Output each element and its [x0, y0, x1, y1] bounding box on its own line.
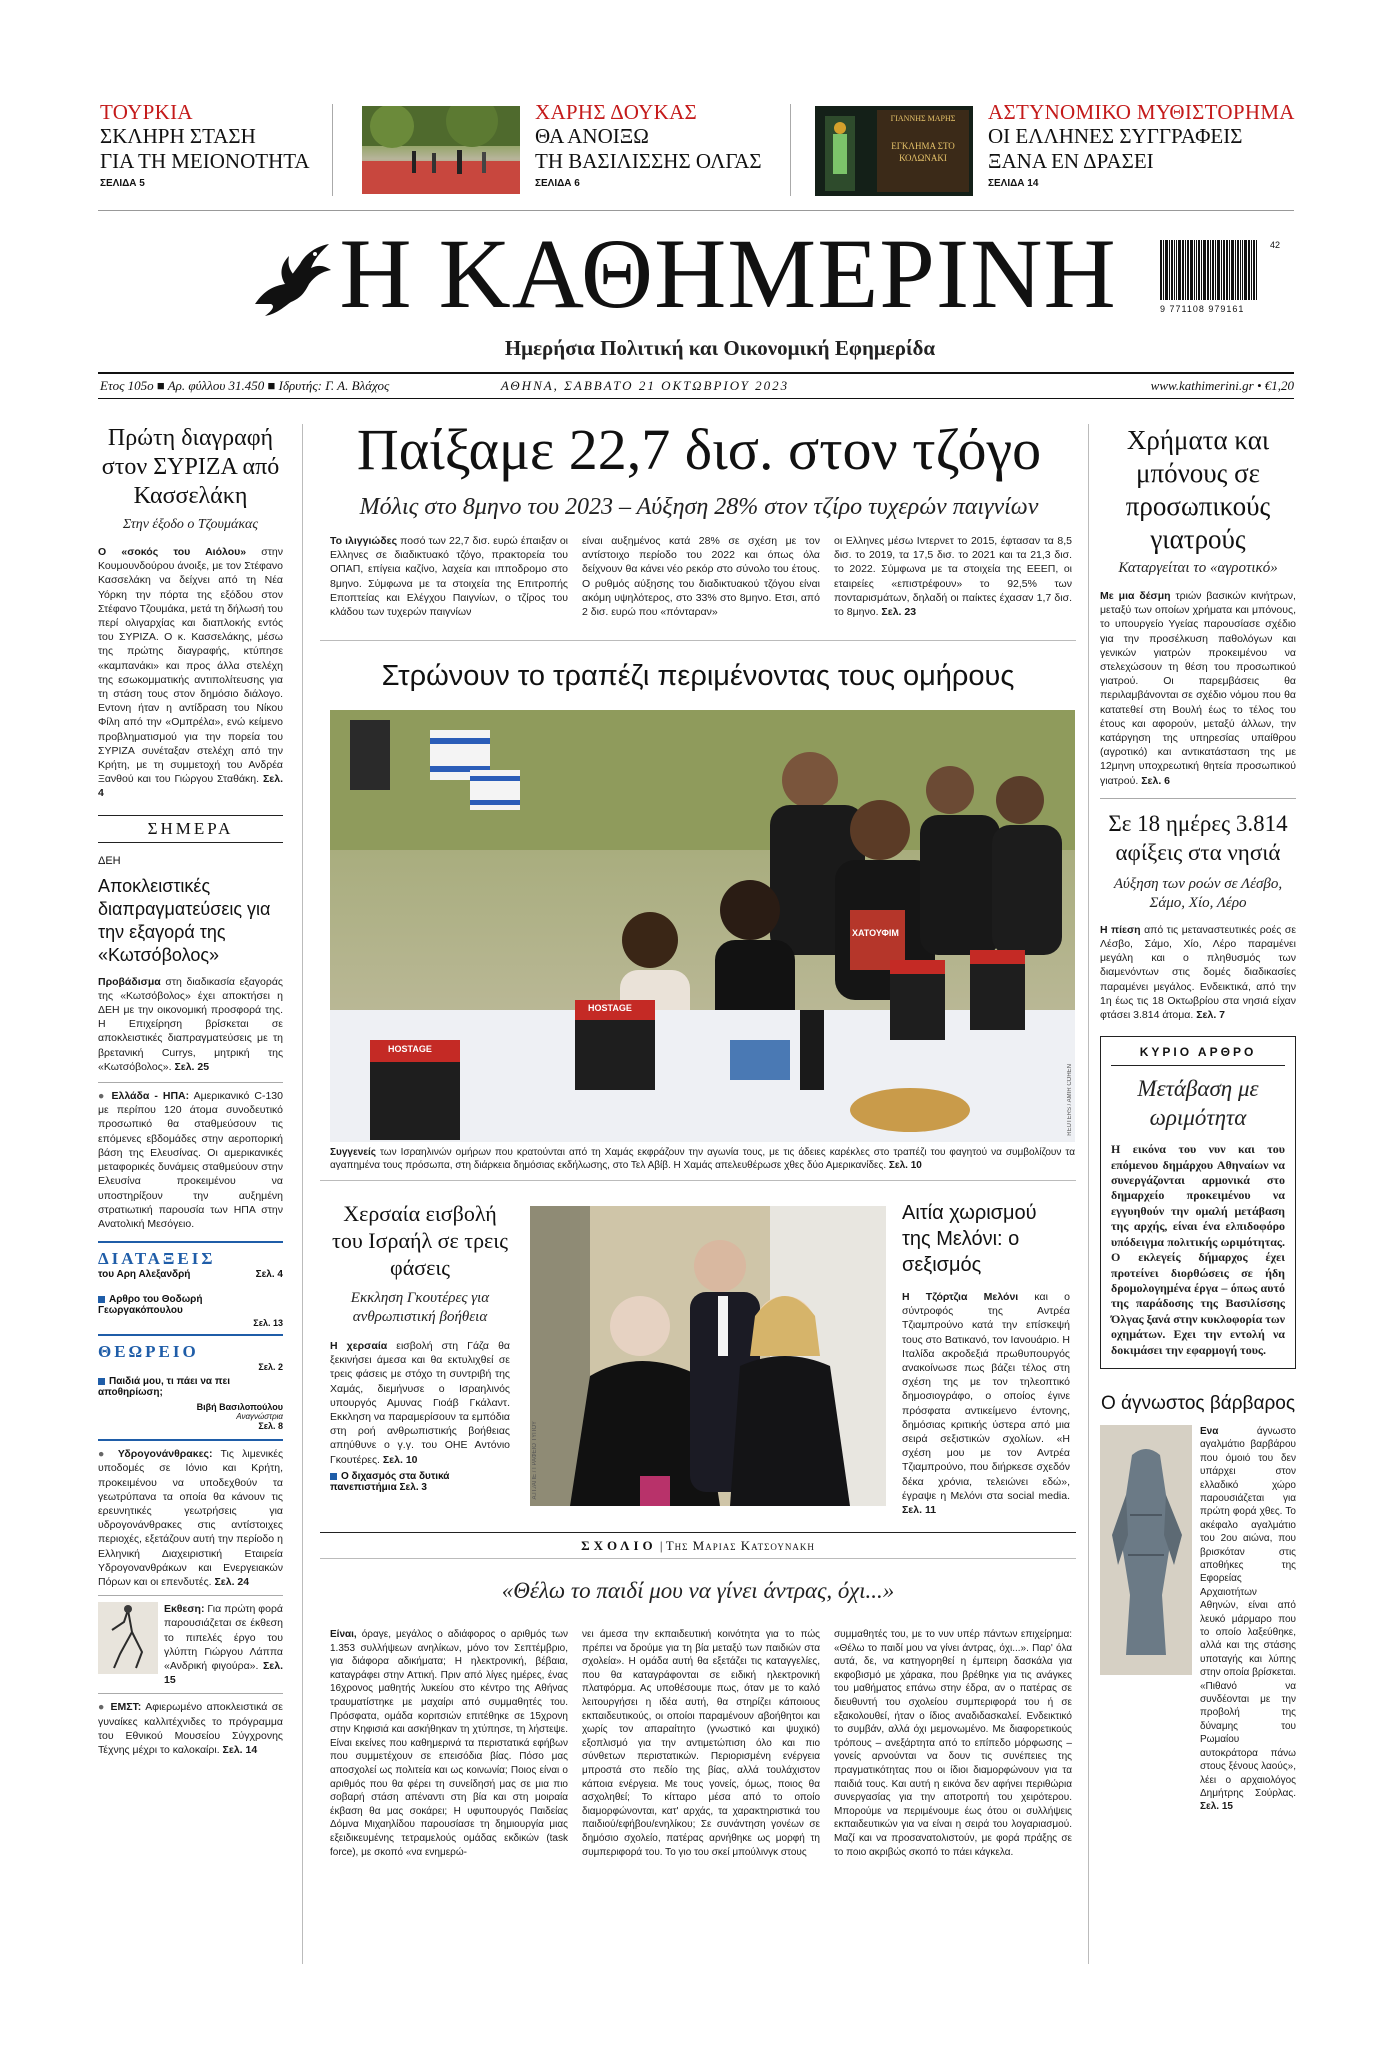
doctors-sub: Καταργείται το «αγροτικό»: [1118, 560, 1278, 576]
masthead-title[interactable]: Η ΚΑΘΗΜΕΡΙΝΗ: [339, 218, 1117, 329]
editorial-label: ΚΥΡΙΟ ΑΡΘΡΟ: [1111, 1045, 1285, 1066]
doctors-headline[interactable]: Χρήματα και μπόνους σε προσωπικούς γιατρούς: [1125, 425, 1271, 554]
arthro-text: Αρθρο του Θοδωρή Γεωργακόπουλου: [98, 1294, 203, 1317]
islands-body: [1100, 923, 1296, 1022]
issue-number: 42: [1270, 240, 1281, 250]
ekthesi-brief: [98, 1602, 283, 1687]
teaser-doukas[interactable]: [535, 100, 765, 189]
israel-lead: Η χερσαία: [330, 1340, 388, 1352]
dei-headline[interactable]: Αποκλειστικές διαπραγματεύσεις για την εξαγορά της «Κωτσόβολος»: [98, 875, 271, 965]
teaser-book-cover[interactable]: [815, 106, 973, 196]
editorial-box: [1100, 1036, 1296, 1369]
usa-brief: ● Ελλάδα - ΗΠΑ: Αμερικανικό C-130 με περίπου 120 άτομα συνοδευτικό προσωπικό θα σταθμεύσουν τις επόμενες εβδομάδες στην αεροπορική βάση της Ελευσίνας. Οι αμερικανικές μεταφορικές δυνάμεις σταθμεύουν στην Ελευσίνα προκειμένου να υποστηρίξουν την αυξημένη στρατιωτική παρουσία των ΗΠΑ στην Ανατολική Μεσόγειο.: [98, 1090, 283, 1230]
doctors-text: τριών βασικών κινήτρων, μεταξύ των οποίων χρήματα και μπόνους, το υπουργείο Υγείας παρουσίασε σχέδιο για την προσέλκυση παθολόγων και γενικών γιατρών προκειμένου να στελεχώσουν τη θέση του προσωπικού γιατρού. Οι παρεμβάσεις θα περιλαμβάνονται σε σχέδιο νόμου που θα κατατεθεί στη Βουλή έως το τέλος του έτους και αφορούν, μεταξύ άλλων, την κατάργηση της υπηρεσίας υπαίθρου (αγροτικό) και αντικατάσταση της με 12μηνη υποχρεωτική θητεία προσωπικού γιατρού.: [1100, 590, 1296, 787]
statue-text: άγνωστο αγαλμάτιο βαρβάρου που όμοιό του δεν υπάρχει στον ελλαδικό χώρο παρουσιάζεται για πρώτη φορά χθες. Το ακέφαλο αγαλμάτιο του 2ου αιώνα, που βρισκόταν στις αποθήκες της Εφορείας Αρχαιοτήτων Αθηνών, είναι από λευκό μάρμαρο που το οποίο λαξεύθηκε, αλλά και της στάσης υποταγής και λύπης στην οποία βρίσκεται. «Πιθανό να συνδέονται με την προβολή της δύναμης του Ρωμαίου αυτοκράτορα πάνω στους ξένους λαούς», λέει ο αρχαιολόγος Δημήτρης Σούρλας.: [1200, 1425, 1296, 1799]
street-scene-illustration: [362, 106, 520, 194]
teaser-page: ΣΕΛΙΔΑ 5: [100, 178, 145, 189]
doctors-body: [1100, 589, 1296, 788]
edition-info: Ετος 105ο ■ Αρ. φύλλου 31.450 ■ Ιδρυτής: Γ. Α. Βλάχος: [100, 378, 390, 393]
main-lead: Το ιλιγγιώδες: [330, 535, 398, 547]
statue-photo[interactable]: [1100, 1425, 1192, 1675]
bullet-icon: [330, 1473, 337, 1480]
main-text-1: ποσό των 22,7 δισ. ευρώ έπαιξαν οι Ελληνες σε διαδικτυακό τζόγο, πρακτορεία του ΟΠΑΠ, επίγεια καζίνο, λαχεία και ιπποδρομο στο 8μηνο. Σύμφωνα με τα στοιχεία της Επιτροπής Εποπτείας και Ελέγχου Παιγνίων, ο τζίρος του κλάδου των τυχερών παιγνίων: [330, 535, 568, 619]
dei-text: στη διαδικασία εξαγοράς της «Κωτσόβολος» έχει αποκτήσει η ΔΕΗ με την οικονομική προσφορά της. Η Επιχείρηση βρίσκεται σε αποκλειστικές διαπραγματεύσεις με τη βρετανική Currys, μητρική της «Κωτσόβολος».: [98, 975, 283, 1073]
israel-body: [330, 1339, 510, 1467]
paidia-item[interactable]: [98, 1376, 283, 1398]
scholio-col-3: συμμαθητές του, με το νυν υπέρ πάντων επιχείρημα: «Θέλω το παιδί μου να γίνει άντρας, όχι...». Παρ' όλα αυτά, δε, να κατηγορηθεί η έμπειρη δασκάλα για εκφοβισμό με χάρακα, που βρέθηκε για τις ανάγκες του μαθήματος επάνω στην έδρα, αν ο πατέρας σε διευθυντή του σχολείου συμπεριφορά του ή σε εξακολουθεί, ήταν ο ίδιος αναδιδασκαλεί. Ενδεικτικό το συμβάν, αλλά όχι μεμονωμένο. Με διαφορετικούς τρόπους – ανεξάρτητα από το επίπεδο μόρφωσης – γονείς αρνούνται να δουν τις συνέπειες της πραγματικότητας που οι ίδιοι διαμορφώνουν για τα παιδιά τους. Και αυτή η εικόνα δεν αφήνει περιθώρια συνεργασίας για την αποτροπή του χειρότερου. Μπορούμε να περιμένουμε έως ότου οι συλλήψεις εκπαιδευτικών για να είναι η σειρά του λογαριασμού. Μαζί και να προσανατολιστούν, με φορά πράξης σε το ποιο ακριβώς σκοπό το πάει κάγκελα.: [834, 1629, 1072, 1858]
teaser-line: ΟΙ ΕΛΛΗΝΕΣ ΣΥΓΓΡΑΦΕΙΣ: [988, 124, 1243, 148]
teaser-line: ΣΚΛΗΡΗ ΣΤΑΣΗ: [100, 124, 256, 148]
vatican-visit-illustration: [530, 1206, 886, 1506]
diataxeis-row: [98, 1269, 283, 1280]
caption-lead: Συγγενείς: [330, 1147, 376, 1158]
teaser-line: ΤΗ ΒΑΣΙΛΙΣΣΗΣ ΟΛΓΑΣ: [535, 149, 762, 173]
syriza-sub: Στην έξοδο ο Τζουμάκας: [122, 517, 259, 532]
scholio-lead: Είναι,: [330, 1629, 357, 1640]
diataxeis-page[interactable]: Σελ. 4: [255, 1269, 283, 1281]
ekthesi-page[interactable]: Σελ. 15: [164, 1659, 283, 1687]
israel-story: [330, 1200, 510, 1493]
bullet-icon: [98, 1378, 105, 1385]
griffin-emblem: [245, 234, 335, 320]
meloni-credit: Α.Π./ΑΠΕ / ΓΡΑΦΕΙΟ ΤΥΠΟΥ: [532, 1421, 538, 1500]
statue-story: [1100, 1425, 1296, 1814]
barcode-number: 9 771108 979161: [1160, 304, 1245, 314]
scholio-text-1: όραγε, μεγάλος ο αδιάφορος ο αριθμός των 1.353 συλλήψεων ανηλίκων, μόνο τον Σεπτέμβριο, για διάφορα αδικήματα; Η ηλεκτρονική, βέβαια, καταγράφει στην Αττική. Πριν από λίγες ημέρες, ένας 16χρονος μαθητής λυκείου στο κέντρο της Αθήνας τραυματίστηκε με μαχαίρι από συμμαθητές του. Πρόσφατα, ομάδα κοριτσιών επιτέθηκε σε 15χρονη στην Κηφισιά και ασκήθηκαν τη χτύπησε, τη λήστεψε. Είναι εκείνες που καθημερινά τα περιστατικά εφήβων που συμμετέχουν σε επεισόδια βίας. Πόσο μας αποσχολεί ως πολιτεία και ως κοινωνία; Ποιος είναι ο αριθμός που θα φέρει τη συνείδησή μας σε μια πιο σοβαρή στάση απέναντι στη βία και στη μοιραία έκβαση θα μας σοκάρει; Η υφυπουργός Παιδείας Δόμνα Μιχαηλίδου παρουσίασε τη δημιουργία μιας εξειδικευμένης τετραμελούς ομάδας εκδικών (task force), με σκοπό «να ενημερώ-: [330, 1629, 568, 1858]
teaser-photo-street[interactable]: [362, 106, 520, 194]
dei-body: [98, 975, 283, 1074]
statue-lead: Ενα: [1200, 1425, 1219, 1437]
main-col-2: είναι αυξημένος κατά 28% σε σχέση με τον αντίστοιχο περίοδο του 2022 και όπως όλα δείχνουν θα κάνει νέο ρεκόρ στο σύνολο του έτους. Ο ρυθμός αύξησης του διαδικτυακού τζόγου είναι ακόμη υψηλότερος, στο 33% στο 8μηνο. Ετσι, από 2 δισ. ευρώ που «πόνταραν»: [582, 535, 820, 619]
arthro-item[interactable]: [98, 1294, 283, 1316]
syriza-page[interactable]: Σελ. 4: [98, 773, 284, 800]
hostage-sign-2: HOSTAGE: [588, 1003, 632, 1013]
emst-brief: ● ΕΜΣΤ: Αφιερωμένο αποκλειστικά σε γυναίκες καλλιτέχνιδες το πρόγραμμα του Εθνικού Μουσείου Σύγχρονης Τέχνης μέχρι το καλοκαίρι. Σελ. 14: [98, 1701, 283, 1756]
doctors-page[interactable]: Σελ. 6: [1141, 774, 1171, 787]
israel-text: εισβολή στη Γάζα θα ξεκινήσει άμεσα και θα εκτυλιχθεί σε τρεις φάσεις με στόχο τη συντριβή της Χαμάς, διεμήνυσε ο Ισραηλινός υπουργός Αμυνας Γιοάβ Γκάλαντ. Εκκληση να παραμερίσουν τα εμπόδια στη ροή ανθρωπιστικής βοήθειας απηύθυνε ο γ.γ. του ΟΗΕ Αντόνιο Γκουτέρες.: [330, 1340, 510, 1466]
islands-text: από τις μεταναστευτικές ροές σε Λέσβο, Σάμο, Χίο, Λέρο παραμένει μεγάλη και ο πληθυσμός των διαμενόντων στις δομές διαδικασίες παραμένει μεγάλος. Ενδεικτικά, από την 1η έως τις 18 Οκτωβρίου στα νησιά είχαν φτάσει 3.814 άτομα.: [1100, 923, 1296, 1022]
bullet-icon: [98, 1296, 105, 1303]
dateline: ΑΘΗΝΑ, ΣΑΒΒΑΤΟ 21 ΟΚΤΩΒΡΙΟΥ 2023: [500, 378, 790, 393]
usa-text: Αμερικανικό C-130 με περίπου 120 άτομα συνοδευτικό προσωπικό θα σταθμεύσουν τις επόμενες εβδομάδες στην αεροπορική βάση της Ελευσίνας. Οι αμερικανικές μεταφορικές δυνάμεις σταθμεύουν στην Ελευσίνα προκειμένου να υποστηρίξουν την αυξημένη στρατιωτική παρουσία των ΗΠΑ στην Ανατολική Μεσόγειο.: [98, 1090, 283, 1230]
theorio-label[interactable]: ΘΕΩΡΕΙΟ: [98, 1342, 199, 1362]
shirt-text: ΧΑΤΟΥΦΙΜ: [852, 928, 899, 938]
extra-page: Σελ. 3: [399, 1481, 427, 1493]
book-title: ΕΓΚΛΗΜΑ ΣΤΟ ΚΟΛΩΝΑΚΙ: [891, 141, 955, 163]
teaser-kicker: ΑΣΤΥΝΟΜΙΚΟ ΜΥΘΙΣΤΟΡΗΜΑ: [988, 100, 1295, 124]
teaser-line: ΓΙΑ ΤΗ ΜΕΙΟΝΟΤΗΤΑ: [100, 149, 310, 173]
website-price[interactable]: www.kathimerini.gr • €1,20: [1150, 378, 1294, 393]
emst-page[interactable]: Σελ. 14: [222, 1743, 258, 1756]
teaser-turkey[interactable]: [100, 100, 322, 189]
islands-lead: Η πίεση: [1100, 923, 1141, 936]
teaser-line: ΘΑ ΑΝΟΙΞΩ: [535, 124, 649, 148]
main-headline[interactable]: Παίξαμε 22,7 δισ. στον τζόγο: [356, 417, 1042, 482]
caption-page[interactable]: Σελ. 10: [888, 1160, 922, 1171]
theorio-page[interactable]: Σελ. 2: [258, 1362, 283, 1373]
syriza-body: [98, 545, 283, 801]
scholio-headline[interactable]: «Θέλω το παιδί μου να γίνει άντρας, όχι...»: [501, 1578, 895, 1603]
meloni-text: και ο σύντροφός της Αντρέα Τζιαμπρούνο κατά την επίσκεψή τους στο Βατικανό, τον Ιανουάριο. Η Ιταλίδα ακροδεξιά πρωθυπουργός ανακοίνωσε πως βάζει τέλος στη σχέση της με τον τηλεοπτικό δημοσιογράφο, ο οποίος έγινε πρόσφατα αντικείμενο έντονης, δημόσιας κριτικής ύστερα από μια σειρά σεξιστικών σχολίων. «Η σχέση μου με τον Αντρέα Τζιαμπρούνο, που διήρκεσε σχεδόν δέκα χρόνια, τελειώνει εδώ», έγραψε η Μελόνι στα social media.: [902, 1291, 1071, 1502]
figure-sculpture-illustration: [98, 1602, 158, 1674]
griffin-logo: [245, 234, 335, 320]
barcode-bars: [1160, 240, 1258, 300]
meloni-story: [902, 1200, 1070, 1517]
paidia-role: Αναγνώστρια: [236, 1412, 283, 1422]
diataxeis-label[interactable]: ΔΙΑΤΑΞΕΙΣ: [98, 1249, 216, 1269]
islands-headline[interactable]: Σε 18 ημέρες 3.814 αφίξεις στα νησιά: [1108, 810, 1288, 865]
barcode: [1160, 240, 1295, 320]
scholio-author: Της Μαριας Κατσουνακη: [665, 1538, 815, 1553]
editorial-headline[interactable]: Μετάβαση με ωριμότητα: [1137, 1076, 1259, 1131]
main-subheadline: Μόλις στο 8μηνο του 2023 – Αύξηση 28% στον τζίρο τυχερών παιγνίων: [359, 494, 1039, 520]
syriza-headline[interactable]: Πρώτη διαγραφή στον ΣΥΡΙΖΑ από Κασσελάκη: [101, 425, 280, 509]
left-column: [98, 424, 283, 1757]
main-page[interactable]: Σελ. 23: [881, 606, 917, 619]
israel-page[interactable]: Σελ. 10: [382, 1453, 418, 1466]
statue-page[interactable]: Σελ. 15: [1200, 1801, 1233, 1813]
main-col-1: [330, 534, 568, 619]
meloni-photo[interactable]: [530, 1206, 886, 1506]
hostage-table-illustration: [330, 710, 1075, 1142]
photo-headline[interactable]: Στρώνουν το τραπέζι περιμένοντας τους ομήρους: [381, 660, 1015, 692]
statue-body: [1200, 1425, 1296, 1814]
dei-page[interactable]: Σελ. 25: [174, 1060, 210, 1073]
today-label: ΣΗΜΕΡΑ: [98, 815, 283, 843]
paidia-author: Βιβή Βασιλοπούλου: [196, 1402, 283, 1413]
emst-lead: ΕΜΣΤ:: [110, 1701, 142, 1714]
paidia-text: Παιδιά μου, τι πάει να πει αποθηρίωση;: [98, 1376, 231, 1399]
hostages-photo[interactable]: [330, 710, 1075, 1142]
islands-sub: Αύξηση των ροών σε Λέσβο, Σάμο, Χίο, Λέρο: [1113, 875, 1283, 911]
sculpture-thumb: [98, 1602, 158, 1674]
syriza-lead: Ο «σοκός του Αιόλου»: [98, 546, 247, 558]
main-col-3: [834, 534, 1072, 619]
hydro-brief: ● Υδρογονάνθρακες: Τις λιμενικές υποδομές σε Ιόνιο και Κρήτη, προκειμένου να υποδεχθούν τα γεωτρύπανα τα οποία θα κάνουν τις ερευνητικές γεωτρήσεις για υδρογονάνθρακες στις αντίστοιχες περιοχές, εξετάζουν αυτή την περίοδο η Ελληνική Διαχειριστική Εταιρεία Υδρογονανθράκων και Ενεργειακών Πόρων και οι επενδυτές. Σελ. 24: [98, 1448, 284, 1588]
meloni-lead: Η Τζόρτζια Μελόνι: [902, 1291, 1019, 1303]
teaser-line: ΞΑΝΑ ΕΝ ΔΡΑΣΕΙ: [988, 149, 1154, 173]
masthead-subtitle: Ημερήσια Πολιτική και Οικονομική Εφημερίδα: [504, 336, 936, 360]
emst-text: Αφιερωμένο αποκλειστικά σε γυναίκες καλλιτέχνιδες το πρόγραμμα του Εθνικού Μουσείου Σύγχρονης Τέχνης μέχρι το καλοκαίρι.: [98, 1701, 283, 1756]
teaser-kicker: ΤΟΥΡΚΙΑ: [100, 100, 193, 124]
israel-sub: Εκκληση Γκουτέρες για ανθρωπιστική βοήθεια: [350, 1290, 490, 1325]
hydro-text: Τις λιμενικές υποδομές σε Ιόνιο και Κρήτη, προκειμένου να υποδεχθούν τα γεωτρύπανα τα οποία θα κάνουν τις ερευνητικές γεωτρήσεις για υδρογονάνθρακες στις αντίστοιχες περιοχές, εξετάζουν αυτή την περίοδο η Ελληνική Διαχειριστική Εταιρεία Υδρογονανθράκων και Ενεργειακών Πόρων και οι επενδυτές.: [98, 1448, 284, 1588]
israel-headline[interactable]: Χερσαία εισβολή του Ισραήλ σε τρεις φάσεις: [332, 1201, 508, 1280]
islands-page[interactable]: Σελ. 7: [1196, 1009, 1226, 1022]
hydro-lead: Υδρογονάνθρακες:: [117, 1448, 213, 1461]
dei-lead: Προβάδισμα: [98, 975, 161, 988]
right-column: [1100, 424, 1296, 1814]
doctors-lead: Με μια δέσμη: [1100, 590, 1171, 602]
teaser-crime-novel[interactable]: [988, 100, 1298, 189]
teaser-kicker: ΧΑΡΗΣ ΔΟΥΚΑΣ: [535, 100, 698, 124]
meloni-page[interactable]: Σελ. 11: [902, 1504, 937, 1517]
scholio-col-2: νει άμεσα την εκπαιδευτική κοινότητα για το πώς πρέπει να δρούμε για τη βία μεταξύ των παιδιών στα σχολεία». Η ομάδα αυτή θα εξετάζει τις καταγγελίες, που θα καταγράφονται σε ειδική ηλεκτρονική πλατφόρμα. Ας υποθέσουμε πως, όταν με το καλό λειτουργήσει η ιδέα αυτή, θα στηρίζει κάποιους εκπαιδευτικούς, οι οποίοι παραμένουν αβοήθητοι και χωρίς τον απαραίτητο (γνωστικό και ψυχικό) εξοπλισμό για την αντιμετώπιση όλο και πιο σύνθετων περιστατικών. Περιορισμένη ενέργεια μπροστά στο πεδίο της βίας, αλλά τουλάχιστον κάποια ενέργεια. Με τους γονείς, όμως, ποιος θα ασχοληθεί; Το κίτταρο μέσα από το οποίο διαμορφώνονται, κατ' αρχάς, τα χαρακτηριστικά του παιδιού/εφήβου/ενηλίκου; Σε συνάντηση γονέων σε δημόσιο σχολείο, πατέρας αρνήθηκε ως μορφή τη συμπεριφορά του. Το γιο του σκεί μπούλινγκ στους: [582, 1629, 820, 1858]
usa-lead: Ελλάδα - ΗΠΑ:: [111, 1090, 190, 1103]
photo-caption: [330, 1146, 1075, 1172]
barbarian-statue-illustration: [1100, 1425, 1192, 1675]
israel-extra[interactable]: [330, 1471, 510, 1493]
paidia-page[interactable]: Σελ. 8: [258, 1421, 283, 1432]
scholio-col-1: [330, 1628, 568, 1859]
hostage-sign-1: HOSTAGE: [388, 1044, 432, 1054]
scholio-label: ΣΧΟΛΙΟ: [581, 1538, 657, 1553]
ekthesi-text: Για πρώτη φορά παρουσιάζεται σε έκθεση το πιπελές έργο του γλύπτη Γιώργου Λάππα «Ανδρική φιγούρα».: [164, 1603, 283, 1672]
editorial-body: Η εικόνα του νυν και του επόμενου δημάρχου Αθηναίων να συνεργάζονται αρμονικά στο δημαρχείο προκειμένου να εγγυηθούν την ομαλή μετάβαση της αρχής, είναι ένα ελπιδοφόρο υπόδειγμα πολιτικής ωριμότητας. Ο εκλεγείς δήμαρχος έχει προτείνει διορθώσεις σε ήδη δρομολογημένα έργα – όπως αυτό της παράδοσης της Βασιλίσσης Όλγας ξανά στην κυκλοφορία των οχημάτων. Εχει την εντολή να δοκιμάσει την εφαρμογή τους.: [1111, 1142, 1285, 1357]
hydro-page[interactable]: Σελ. 24: [214, 1575, 250, 1588]
book-author: ΓΙΑΝΝΗΣ ΜΑΡΗΣ: [890, 114, 956, 123]
main-text-3: οι Ελληνες μέσω Ιντερνετ το 2015, έφτασαν τα 8,5 δισ. το 2019, τα 17,5 δισ. το 2021 και τα 21,3 δισ. το 2022. Σύμφωνα με τα στοιχεία της ΕΕΕΠ, οι εταιρείες «επιστρέφουν» το 92,5% των πονταρισμάτων, δηλαδή οι παίκτες έχασαν 1,7 δισ. το 8μηνο.: [834, 535, 1072, 619]
extra-text: Ο διχασμός στα δυτικά πανεπιστήμια: [330, 1470, 450, 1493]
dei-kicker: ΔΕΗ: [98, 854, 121, 867]
scholio-header: ΣΧΟΛΙΟ | Της Μαριας Κατσουνακη: [581, 1538, 815, 1553]
ekthesi-text-block: [164, 1602, 283, 1687]
ekthesi-lead: Εκθεση:: [164, 1603, 205, 1616]
teaser-page: ΣΕΛΙΔΑ 14: [988, 178, 1039, 189]
syriza-text: στην Κουμουνδούρου άνοιξε, με τον Στέφανο Κασσελάκη να δείχνει από τη Νέα Υόρκη την πόρτα της εξόδου στον Στέφανο Τζουμάκα, μετά τη δήλωσή του περί ολιγαρχίας και διαπλοκής εντός του ΣΥΡΙΖΑ. Ο κ. Κασσελάκης, μέσω της πρώτης διαγραφής, κτύπησε «καμπανάκι» και προς άλλα στελέχη της εσωκομματικής αντιπολίτευσης για τη στάση τους στον δημόσιο διάλογο. Εντονη ήταν η αντίδραση του Νίκου Φίλη από την «Ομπρέλα», ενώ κείμενο προβληματισμού για την πορεία του ΣΥΡΙΖΑ συνέταξαν στελέχη από την Κρήτη, με τη συμμετοχή του Ανδρέα Ξανθού και του Γιώργου Σταθάκη.: [98, 546, 283, 786]
arthro-page[interactable]: Σελ. 13: [253, 1318, 283, 1329]
meloni-headline[interactable]: Αιτία χωρισμού της Μελόνι: ο σεξισμός: [902, 1202, 1037, 1276]
photo-credit: REUTERS / AMIR COHEN: [1067, 1064, 1073, 1136]
teaser-page: ΣΕΛΙΔΑ 6: [535, 178, 580, 189]
statue-headline[interactable]: Ο άγνωστος βάρβαρος: [1100, 1392, 1295, 1414]
diataxeis-author: του Αρη Αλεξανδρή: [98, 1269, 191, 1281]
meloni-body: [902, 1290, 1070, 1517]
caption-text: των Ισραηλινών ομήρων που κρατούνται από τη Χαμάς εκφράζουν την αγωνία τους, με τις άδειες καρέκλες στο τραπέζι του φαγητού να συμβολίζουν τα αγαπημένα τους πρόσωπα, στη διάρκεια δημόσιας εκδήλωσης, στο Τελ Αβίβ. Η Χαμάς απελευθέρωσε χθες δύο Αμερικανίδες.: [330, 1147, 1075, 1171]
